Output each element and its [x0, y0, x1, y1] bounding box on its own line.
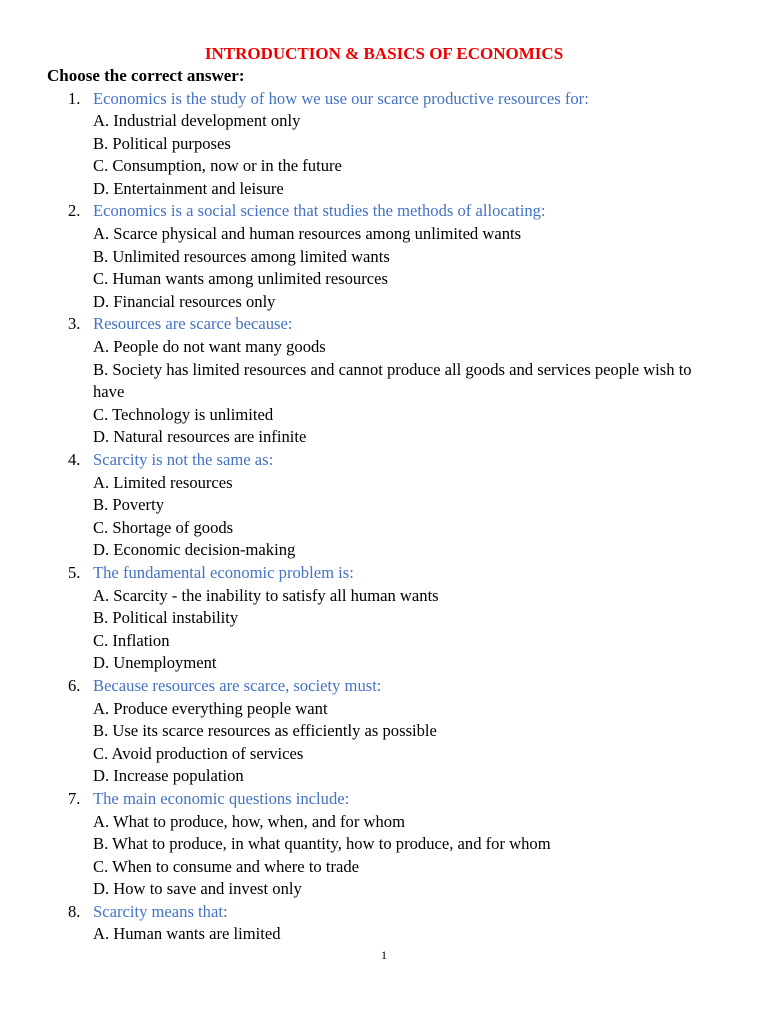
- page-number: 1: [381, 948, 387, 962]
- question-text: Because resources are scarce, society must:: [93, 675, 382, 695]
- question-row: [0, 313, 768, 336]
- answer-option: A. People do not want many goods: [93, 337, 326, 357]
- answer-option: D. Entertainment and leisure: [93, 178, 284, 198]
- answer-options: [0, 110, 768, 200]
- question-row: [0, 788, 768, 811]
- question-row: [0, 901, 768, 924]
- question-row: [0, 88, 768, 111]
- answer-option: B. Use its scarce resources as efficiently as possible: [93, 721, 437, 741]
- answer-option: D. Unemployment: [93, 653, 217, 673]
- question-number: 3.: [68, 314, 81, 334]
- answer-option: D. Increase population: [93, 766, 244, 786]
- answer-options: [0, 336, 768, 449]
- question-number: 1.: [68, 88, 81, 108]
- answer-option: A. What to produce, how, when, and for whom: [93, 811, 405, 831]
- question-number: 8.: [68, 901, 81, 921]
- question-item: [0, 313, 768, 449]
- instruction-text: Choose the correct answer:: [47, 66, 245, 85]
- answer-option: A. Limited resources: [93, 472, 233, 492]
- answer-options: [0, 923, 768, 946]
- question-text: Scarcity means that:: [93, 901, 228, 921]
- question-item: [0, 200, 768, 313]
- answer-option: D. Natural resources are infinite: [93, 427, 307, 447]
- answer-option: C. Inflation: [93, 630, 170, 650]
- answer-option: B. Poverty: [93, 495, 164, 515]
- question-text: Resources are scarce because:: [93, 314, 293, 334]
- answer-options: [0, 472, 768, 562]
- question-item: [0, 788, 768, 901]
- answer-option: D. How to save and invest only: [93, 879, 302, 899]
- question-text: Scarcity is not the same as:: [93, 450, 274, 469]
- answer-option: C. When to consume and where to trade: [93, 856, 360, 876]
- question-list: [0, 88, 768, 947]
- answer-option: A. Scarce physical and human resources among unlimited wants: [93, 224, 522, 244]
- question-text: The main economic questions include:: [93, 788, 350, 808]
- question-row: [0, 675, 768, 698]
- answer-option: B. Unlimited resources among limited wants: [93, 246, 390, 266]
- question-item: [0, 562, 768, 675]
- answer-option: B. Society has limited resources and cannot produce all goods and services people wish to have: [93, 359, 692, 402]
- question-row: [0, 562, 768, 585]
- answer-option: D. Economic decision-making: [93, 540, 296, 560]
- question-item: [0, 675, 768, 788]
- question-text: Economics is the study of how we use our scarce productive resources for:: [93, 88, 589, 108]
- question-text: The fundamental economic problem is:: [93, 562, 354, 582]
- answer-option: A. Produce everything people want: [93, 698, 328, 718]
- answer-options: [0, 811, 768, 901]
- question-row: [0, 449, 768, 472]
- question-item: [0, 901, 768, 946]
- question-item: [0, 449, 768, 562]
- answer-options: [0, 698, 768, 788]
- answer-option: C. Human wants among unlimited resources: [93, 269, 388, 289]
- answer-options: [0, 585, 768, 675]
- question-item: [0, 88, 768, 201]
- answer-option: B. Political instability: [93, 608, 239, 628]
- answer-option: C. Avoid production of services: [93, 743, 304, 763]
- question-number: 2.: [68, 201, 81, 221]
- question-row: [0, 200, 768, 223]
- question-number: 6.: [68, 675, 81, 695]
- document-title: INTRODUCTION & BASICS OF ECONOMICS: [204, 44, 564, 63]
- question-text: Economics is a social science that studies the methods of allocating:: [93, 201, 546, 221]
- answer-option: B. What to produce, in what quantity, how to produce, and for whom: [93, 834, 551, 854]
- answer-option: C. Shortage of goods: [93, 517, 234, 537]
- answer-option: C. Consumption, now or in the future: [93, 156, 342, 176]
- question-number: 5.: [68, 562, 81, 582]
- question-number: 4.: [68, 450, 81, 469]
- answer-option: C. Technology is unlimited: [93, 404, 274, 424]
- answer-option: B. Political purposes: [93, 133, 231, 153]
- answer-options: [0, 223, 768, 313]
- answer-option: A. Human wants are limited: [93, 924, 281, 944]
- question-number: 7.: [68, 788, 81, 808]
- answer-option: D. Financial resources only: [93, 291, 276, 311]
- answer-option: A. Scarcity - the inability to satisfy all human wants: [93, 585, 439, 605]
- answer-option: A. Industrial development only: [93, 111, 301, 131]
